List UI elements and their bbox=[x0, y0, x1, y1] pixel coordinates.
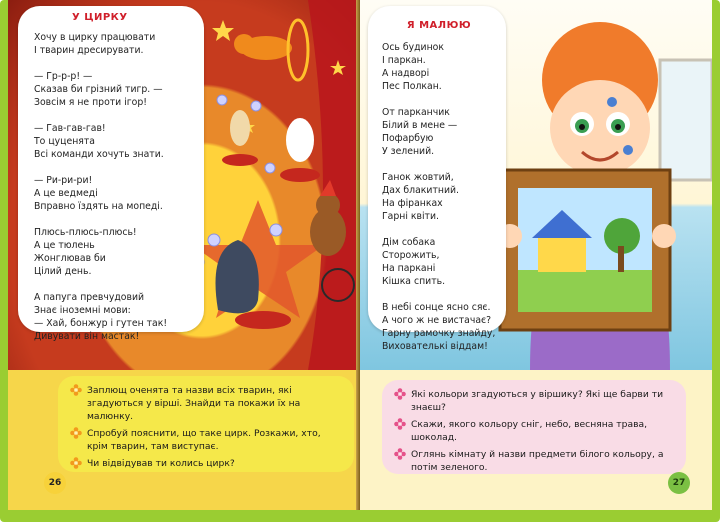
flower-icon bbox=[394, 418, 406, 430]
task-item bbox=[70, 457, 342, 470]
page-number: 26 bbox=[44, 472, 66, 494]
task-text: Які кольори згадуються у віршику? Які ще барви ти знаєш? bbox=[411, 389, 664, 413]
task-item bbox=[70, 427, 342, 453]
flower-icon bbox=[70, 384, 82, 396]
left-poem-panel bbox=[18, 6, 204, 342]
task-text: Заплющ оченята та назви всіх тварин, які згадуються у вірші. Знайди та покажи їх на малюнку. bbox=[87, 385, 301, 422]
flower-icon bbox=[70, 457, 82, 469]
poem-title: У ЦИРКУ bbox=[72, 12, 128, 23]
left-task-box bbox=[58, 376, 354, 472]
right-page bbox=[360, 0, 712, 510]
task-item bbox=[70, 384, 342, 423]
task-text: Оглянь кімнату й назви предмети білого кольору, а потім зеленого. bbox=[411, 449, 664, 473]
poem-text: Ось будинок І паркан. А надворі Пес Полкан. От парканчик Білий в мене — Пофарбую У зелений. Ганок жовтий, Дах блакитний. На фіранках Гарні квіти. Дім собака Сторожить, На паркані Кішка спить. В небі сонце ясно сяє. А чого ж не вистачає? Гарну рамочку знайду, Вихователькі віддам! bbox=[382, 42, 496, 352]
task-text: Чи відвідував ти колись цирк? bbox=[87, 458, 235, 469]
right-poem-panel bbox=[368, 6, 506, 352]
flower-icon bbox=[394, 388, 406, 400]
left-page bbox=[8, 0, 360, 510]
poem-text: Хочу в цирку працювати І тварин дресирувати. — Гр-р-р! — Сказав би грізний тигр. — Зовсім я не проти ігор! — Гав-гав-гав! То цуценята Всі команди хочуть знати. — Ри-ри-ри! А це ведмеді Вправно їздять на мопеді. Плюсь-плюсь-плюсь! А це тюлень Жонглював би Цілий день. А папуга превчудовий Знає іноземні мови: — Хай, бонжур і гутен так! Дивувати він мастак! bbox=[34, 32, 168, 342]
task-item bbox=[394, 388, 674, 414]
task-item bbox=[394, 418, 674, 444]
task-item bbox=[394, 448, 674, 474]
poem-title: Я МАЛЮЮ bbox=[406, 20, 472, 31]
task-text: Скажи, якого кольору сніг, небо, весняна трава, шоколад. bbox=[411, 419, 648, 443]
page-number: 27 bbox=[668, 472, 690, 494]
right-task-box bbox=[382, 380, 686, 474]
task-text: Спробуй пояснити, що таке цирк. Розкажи, хто, крім тварин, там виступає. bbox=[87, 428, 321, 452]
flower-icon bbox=[70, 427, 82, 439]
flower-icon bbox=[394, 448, 406, 460]
